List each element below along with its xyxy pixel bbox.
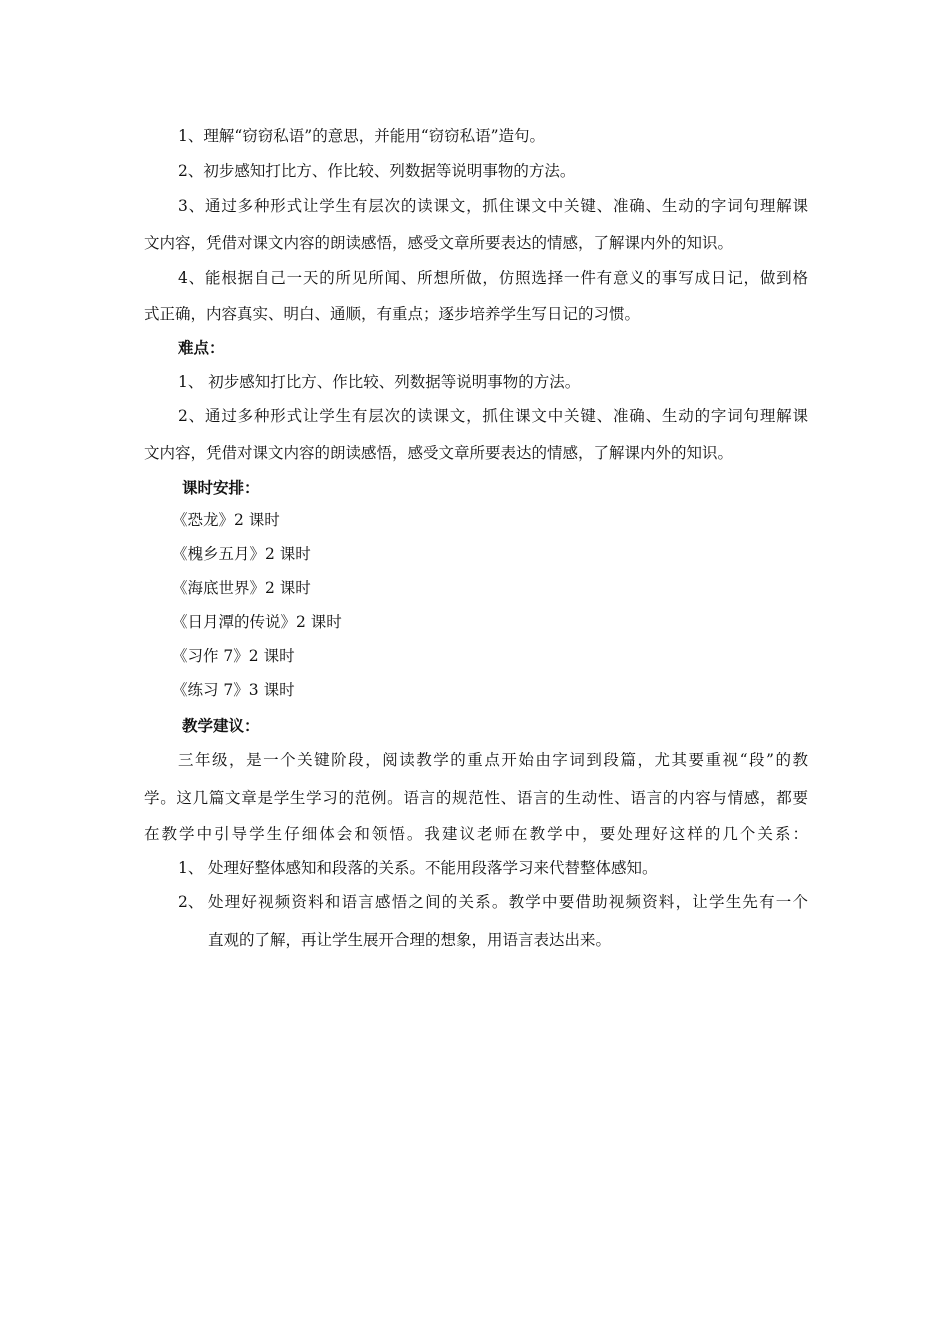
schedule-item: 《槐乡五月》2 课时	[172, 545, 311, 563]
schedule-item: 《练习 7》3 课时	[172, 681, 295, 699]
goal-1: 1、理解“窃窃私语”的意思，并能用“窃窃私语”造句。	[178, 127, 546, 145]
goal-4-line-1: 4、能根据自己一天的所见所闻、所想所做，仿照选择一件有意义的事写成日记，做到格	[178, 269, 808, 287]
schedule-heading: 课时安排：	[182, 479, 260, 497]
goal-3-line-2: 文内容，凭借对课文内容的朗读感悟，感受文章所要表达的情感，了解课内外的知识。	[144, 234, 734, 252]
difficulties-heading: 难点：	[178, 339, 225, 357]
suggestions-heading: 教学建议：	[182, 717, 260, 735]
suggestion-list-item-2-line-1: 处理好视频资料和语言感悟之间的关系。教学中要借助视频资料，让学生先有一个	[208, 893, 808, 911]
suggestion-list-item-1: 处理好整体感知和段落的关系。不能用段落学习来代替整体感知。	[208, 859, 658, 877]
schedule-item: 《习作 7》2 课时	[172, 647, 295, 665]
suggestion-paragraph-line-1: 三年级，是一个关键阶段，阅读教学的重点开始由字词到段篇，尤其要重视“段”的教	[178, 751, 808, 769]
goal-2: 2、初步感知打比方、作比较、列数据等说明事物的方法。	[178, 162, 576, 180]
goal-4-line-2: 式正确，内容真实、明白、通顺，有重点；逐步培养学生写日记的习惯。	[144, 305, 641, 323]
difficulty-1: 1、 初步感知打比方、作比较、列数据等说明事物的方法。	[178, 373, 581, 391]
suggestion-paragraph-line-2: 学。这几篇文章是学生学习的范例。语言的规范性、语言的生动性、语言的内容与情感，都要	[144, 789, 808, 807]
schedule-item: 《日月潭的传说》2 课时	[172, 613, 342, 631]
difficulty-2-line-2: 文内容，凭借对课文内容的朗读感悟，感受文章所要表达的情感，了解课内外的知识。	[144, 444, 734, 462]
goal-3-line-1: 3、通过多种形式让学生有层次的读课文，抓住课文中关键、准确、生动的字词句理解课	[178, 197, 808, 215]
difficulty-2-line-1: 2、通过多种形式让学生有层次的读课文，抓住课文中关键、准确、生动的字词句理解课	[178, 407, 808, 425]
schedule-item: 《恐龙》2 课时	[172, 511, 280, 529]
suggestion-paragraph-line-3: 在教学中引导学生仔细体会和领悟。我建议老师在教学中，要处理好这样的几个关系：	[144, 825, 808, 843]
suggestion-list-item-2-line-2: 直观的了解，再让学生展开合理的想象，用语言表达出来。	[208, 931, 612, 949]
suggestion-list-number: 2、	[178, 893, 204, 911]
suggestion-list-number: 1、	[178, 859, 204, 877]
schedule-item: 《海底世界》2 课时	[172, 579, 311, 597]
